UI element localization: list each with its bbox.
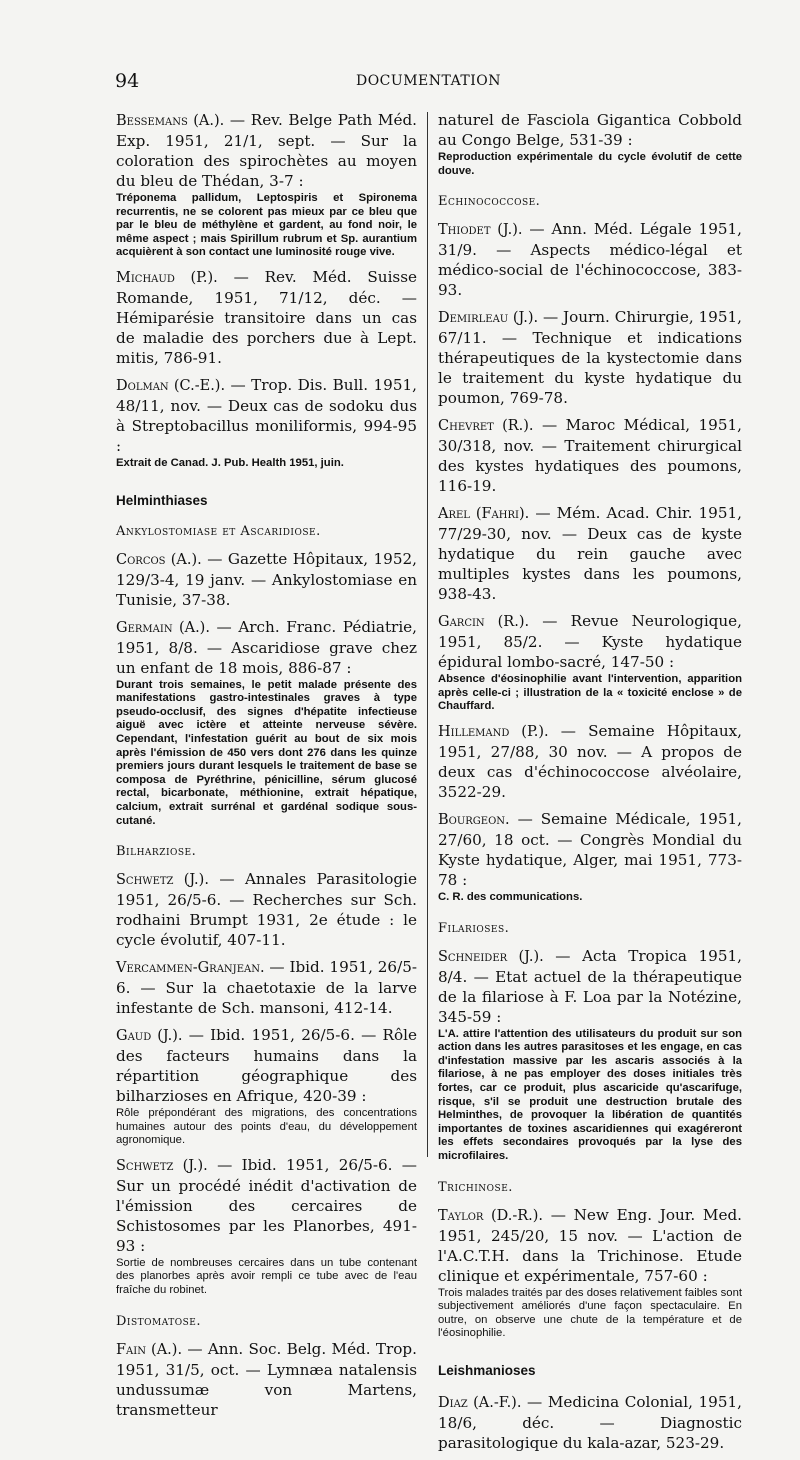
entry-author: Bourgeon. xyxy=(438,811,510,828)
entry-reference: — Journ. Chirurgie, 1951, 67/11. — Technique et indications thérapeutiques de la kystectomie dans le traitement du kyste hydatique du poumon, 769-78. xyxy=(438,308,742,408)
entry-reference: — New Eng. Jour. Med. 1951, 245/20, 15 nov. — L'action de l'A.C.T.H. dans la Trichinose. Etude clinique et expérimentale, 757-60 : xyxy=(438,1205,742,1285)
entry-reference: — Semaine Médicale, 1951, 27/60, 18 oct. — Congrès Mondial du Kyste hydatique, Alger, mai 1951, 773-78 : xyxy=(438,809,742,889)
bibliography-entry xyxy=(116,375,417,471)
entry-author: Demirleau (J.). xyxy=(438,310,539,327)
entry-note: Trois malades traités par des doses relativement faibles sont subjectivement améliorés d'une façon spectaculaire. En outre, on observe une chute de la température et de l'éosinophilie. xyxy=(438,1286,742,1340)
section-heading: Helminthiases xyxy=(116,492,208,508)
page-number: 94 xyxy=(115,70,140,92)
bibliography-entry xyxy=(116,1155,417,1298)
subsection-heading: Distomatose. xyxy=(116,1313,201,1329)
entry-reference: — Ibid. 1951, 26/5-6. — Sur un procédé inédit d'activation de l'émission des cercaires de Schistosomes par les Planorbes, 491-93 : xyxy=(116,1155,417,1255)
entry-reference: — Rev. Belge Path Méd. Exp. 1951, 21/1, sept. — Sur la coloration des spirochètes au moyen du bleu de Thédan, 3-7 : xyxy=(116,111,417,190)
right-column xyxy=(438,110,742,1460)
entry-author: Michaud (P.). xyxy=(116,269,218,286)
entry-author: Vercammen-Granjean. xyxy=(116,960,265,977)
entry-reference: — Rev. Méd. Suisse Romande, 1951, 71/12, déc. — Hémiparésie transitoire dans un cas de maladie des porchers due à Lept. mitis, 786-91. xyxy=(116,267,418,367)
subsection-heading: Echinococcose. xyxy=(438,194,541,210)
subsection-heading: Filarioses. xyxy=(438,920,510,936)
entry-author: Schneider (J.). xyxy=(438,948,544,965)
entry-note: Sortie de nombreuses cercaires dans un tube contenant des planorbes après avoir rempli ce tube avec de l'eau fraîche du robinet. xyxy=(116,1256,417,1297)
entry-reference: — Annales Parasitologie 1951, 26/5-6. — Recherches sur Sch. rodhaini Brumpt 1931, 2e étude : le cycle évolutif, 407-11. xyxy=(116,870,417,950)
bibliography-entry xyxy=(438,1205,742,1341)
entry-note: L'A. attire l'attention des utilisateurs du produit sur son action dans les autres parasitoses et les engage, en cas d'infestation massive par les ascaris associés à la filariose, à ne pas employer des doses initiales très fortes, car ce produit, plus ascaricide qu'ascarifuge, risque, s'il se produit une destruction brutale des Helminthes, de provoquer la libération de quantités importantes de toxines ascaridiennes qui exagéreront les effets secondaires provoqués par la lyse des microfilaires. xyxy=(438,1027,742,1162)
entry-author: Schwetz (J.). xyxy=(116,872,209,889)
bibliography-entry xyxy=(438,307,742,408)
subsection-heading: Trichinose. xyxy=(438,1179,513,1195)
entry-reference: — Gazette Hôpitaux, 1952, 129/3-4, 19 janv. — Ankylostomiase en Tunisie, 37-38. xyxy=(116,549,417,609)
entry-note: Reproduction expérimentale du cycle évolutif de cette douve. xyxy=(438,151,742,177)
entry-note: Durant trois semaines, le petit malade présente des manifestations gastro-intestinales graves à type pseudo-occlusif, des signes d'hépatite infectieuse aiguë avec ictère et atteinte nerveuse sévère. Cependant, l'infestation guérit au bout de six mois après l'émission de 450 vers dont 276 dans les quinze premiers jours durant lesquels le traitement de base se composa de Pyréthrine, pénicilline, sérum glucosé rectal, bicarbonate, méthionine, extrait hépatique, calcium, extrait surrénal et gardénal sodique sous-cutané. xyxy=(116,678,417,827)
column-rule xyxy=(427,112,428,1157)
entry-reference: — Ibid. 1951, 26/5-6. — Rôle des facteurs humains dans la répartition géographique des bilharzioses en Afrique, 420-39 : xyxy=(116,1026,417,1106)
entry-reference: — Ann. Soc. Belg. Méd. Trop. 1951, 31/5, oct. — Lymnæa natalensis undussumæ von Martens, transmetteur xyxy=(116,1339,417,1419)
entry-reference: naturel de Fasciola Gigantica Cobbold au Congo Belge, 531-39 : xyxy=(438,111,742,149)
entry-reference: — Acta Tropica 1951, 8/4. — Etat actuel de la thérapeutique de la filariose à F. Loa par la Notézine, 345-59 : xyxy=(438,946,742,1026)
bibliography-entry xyxy=(116,1025,417,1148)
entry-author: Taylor (D.-R.). xyxy=(438,1207,544,1224)
bibliography-entry xyxy=(116,869,417,950)
entry-author: Corcos (A.). xyxy=(116,551,202,568)
bibliography-entry xyxy=(438,110,742,178)
entry-reference: — Mém. Acad. Chir. 1951, 77/29-30, nov. — Deux cas de kyste hydatique du rein gauche avec multiples kystes dans les poumons, 938-43. xyxy=(438,504,742,604)
entry-note: Absence d'éosinophilie avant l'intervention, apparition après celle-ci ; illustration de la « toxicité enclose » de Chauffard. xyxy=(438,673,742,713)
bibliography-entry xyxy=(116,549,417,610)
entry-author: Fain (A.). xyxy=(116,1341,183,1358)
bibliography-entry xyxy=(116,267,417,368)
entry-reference: — Revue Neurologique, 1951, 85/2. — Kyste hydatique épidural lombo-sacré, 147-50 : xyxy=(438,612,742,672)
entry-author: Bessemans (A.). xyxy=(116,113,225,129)
bibliography-entry xyxy=(438,219,742,300)
entry-author: Gaud (J.). xyxy=(116,1028,183,1045)
entry-author: Chevret (R.). xyxy=(438,418,534,435)
bibliography-entry xyxy=(116,957,417,1018)
bibliography-entry xyxy=(116,1339,417,1420)
entry-author: Schwetz (J.). xyxy=(116,1157,208,1174)
entry-reference: — Arch. Franc. Pédiatrie, 1951, 8/8. — Ascaridiose grave chez un enfant de 18 mois, 886-87 : xyxy=(116,617,417,677)
entry-author: Dolman (C.-E.). xyxy=(116,377,226,394)
entry-author: Hillemand (P.). xyxy=(438,723,549,740)
subsection-heading: Bilharziose. xyxy=(116,844,197,860)
bibliography-entry xyxy=(438,1392,742,1453)
bibliography-entry xyxy=(438,503,742,604)
left-column xyxy=(116,110,417,1427)
entry-reference: — Medicina Colonial, 1951, 18/6, déc. — Diagnostic parasitologique du kala-azar, 523-29. xyxy=(438,1392,742,1452)
bibliography-entry xyxy=(438,611,742,714)
entry-note: Tréponema pallidum, Leptospiris et Spironema recurrentis, ne se colorent pas mieux par ce bleu que par le bleu de méthylène et gardent, au fond noir, le même aspect ; mais Spirillum rubrum et Sp. aurantium acquièrent à son contact une luminosité rouge vive. xyxy=(116,192,417,259)
entry-reference: — Ann. Méd. Légale 1951, 31/9. — Aspects médico-légal et médico-social de l'échinococcose, 383-93. xyxy=(438,220,743,300)
entry-author: Thiodet (J.). xyxy=(438,222,523,239)
entry-author: Arel (Fahri). xyxy=(438,506,530,523)
bibliography-entry xyxy=(438,946,742,1164)
entry-note: Rôle prépondérant des migrations, des concentrations humaines autour des points d'eau, du développement agronomique. xyxy=(116,1107,417,1147)
page-header xyxy=(115,70,742,94)
entry-author: Garcin (R.). xyxy=(438,614,530,631)
entry-author: Germain (A.). xyxy=(116,619,210,636)
entry-author: Diaz (A.-F.). xyxy=(438,1394,522,1411)
bibliography-entry xyxy=(438,721,742,802)
section-heading: Leishmanioses xyxy=(438,1362,536,1378)
entry-reference: — Semaine Hôpitaux, 1951, 27/88, 30 nov. — A propos de deux cas d'échinococcose alvéolaire, 3522-29. xyxy=(438,721,742,801)
entry-reference: — Ibid. 1951, 26/5-6. — Sur la chaetotaxie de la larve infestante de Sch. mansoni, 412-14. xyxy=(116,958,417,1018)
entry-note: C. R. des communications. xyxy=(438,890,583,903)
bibliography-entry xyxy=(438,415,742,496)
entry-reference: — Maroc Médical, 1951, 30/318, nov. — Traitement chirurgical des kystes hydatiques des poumons, 116-19. xyxy=(438,416,742,496)
entry-note: Extrait de Canad. J. Pub. Health 1951, juin. xyxy=(116,456,344,469)
running-head: DOCUMENTATION xyxy=(355,73,502,89)
entry-reference: — Trop. Dis. Bull. 1951, 48/11, nov. — Deux cas de sodoku dus à Streptobacillus moniliformis, 994-95 : xyxy=(116,375,417,455)
bibliography-entry xyxy=(116,617,417,829)
subsection-heading: Ankylostomiase et Ascaridiose. xyxy=(116,523,321,539)
bibliography-entry xyxy=(116,110,417,260)
bibliography-entry xyxy=(438,809,742,905)
